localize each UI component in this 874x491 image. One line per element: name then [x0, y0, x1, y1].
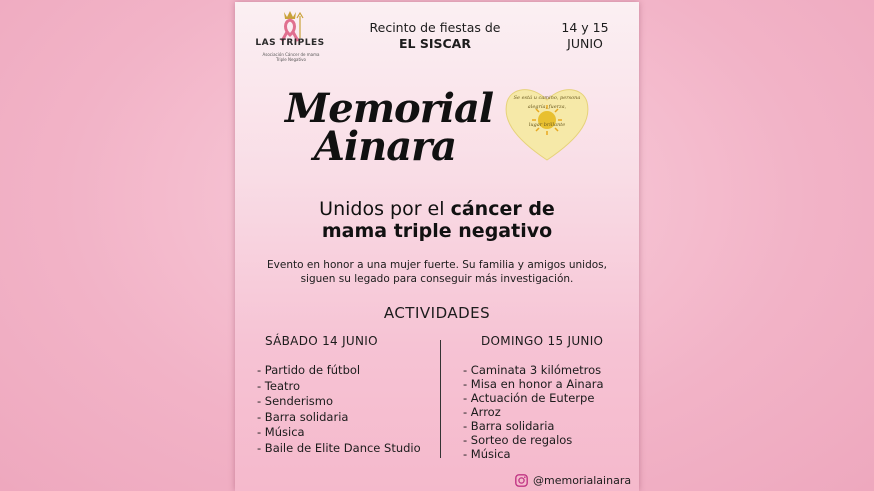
column-divider — [440, 340, 441, 458]
description-line2: siguen su legado para conseguir más investigación. — [300, 273, 574, 285]
list-item: - Caminata 3 kilómetros — [463, 363, 602, 377]
list-item: - Partido de fútbol — [257, 363, 361, 377]
list-item: - Senderismo — [257, 394, 333, 408]
event-title — [285, 85, 494, 170]
venue-info — [355, 20, 515, 52]
subtitle-line2: mama triple negativo — [321, 220, 553, 242]
title-line1: Memorial — [285, 85, 494, 132]
list-item: - Sorteo de regalos — [463, 433, 573, 447]
sunday-activities — [463, 363, 633, 461]
subtitle-part1-bold: cáncer de — [450, 198, 555, 220]
las-triples-logo — [251, 8, 329, 68]
list-item: - Arroz — [463, 405, 501, 419]
venue-line2: EL SISCAR — [399, 36, 471, 51]
saturday-heading: SÁBADO 14 JUNIO — [265, 334, 378, 348]
list-item: - Teatro — [257, 378, 301, 393]
list-item: - Misa en honor a Ainara — [463, 377, 604, 391]
list-item: - Música — [257, 425, 305, 439]
heart-text-line3: lugar brillante — [528, 122, 566, 128]
description-line1: Evento en honor a una mujer fuerte. Su familia y amigos unidos, — [267, 259, 607, 271]
event-poster — [235, 2, 639, 491]
ribbon-crown-icon — [251, 8, 329, 42]
sun-heart-emblem — [501, 80, 593, 166]
logo-subtitle — [255, 52, 327, 62]
instagram-handle: @memorialainara — [533, 474, 632, 487]
event-subtitle — [265, 198, 609, 242]
sunday-heading: DOMINGO 15 JUNIO — [481, 334, 604, 348]
activities-heading: ACTIVIDADES — [383, 304, 491, 322]
list-item: - Actuación de Euterpe — [463, 391, 595, 405]
logo-name: LAS TRIPLES — [255, 38, 325, 48]
venue-line1: Recinto de fiestas de — [369, 20, 501, 35]
event-description — [249, 258, 625, 286]
logo-subtitle-line1: Asociación Cáncer de mama — [262, 52, 320, 57]
list-item: - Música — [463, 447, 511, 461]
event-date — [550, 20, 620, 52]
saturday-activities — [257, 363, 437, 456]
title-line2: Ainara — [313, 123, 457, 170]
list-item: - Barra solidaria — [257, 409, 349, 424]
list-item: - Barra solidaria — [463, 419, 555, 433]
date-line1: 14 y 15 — [561, 20, 609, 35]
logo-subtitle-line2: Triple Negativo — [276, 57, 306, 62]
subtitle-part1: Unidos por el — [319, 198, 451, 220]
heart-text-line1: Se está u camino, persona — [513, 95, 581, 101]
instagram-icon — [515, 474, 528, 487]
list-item: - Baile de Elite Dance Studio — [257, 440, 421, 455]
heart-text — [509, 94, 585, 130]
heart-text-line2: alegría, fuerza, — [527, 104, 567, 110]
date-line2: JUNIO — [567, 36, 603, 51]
